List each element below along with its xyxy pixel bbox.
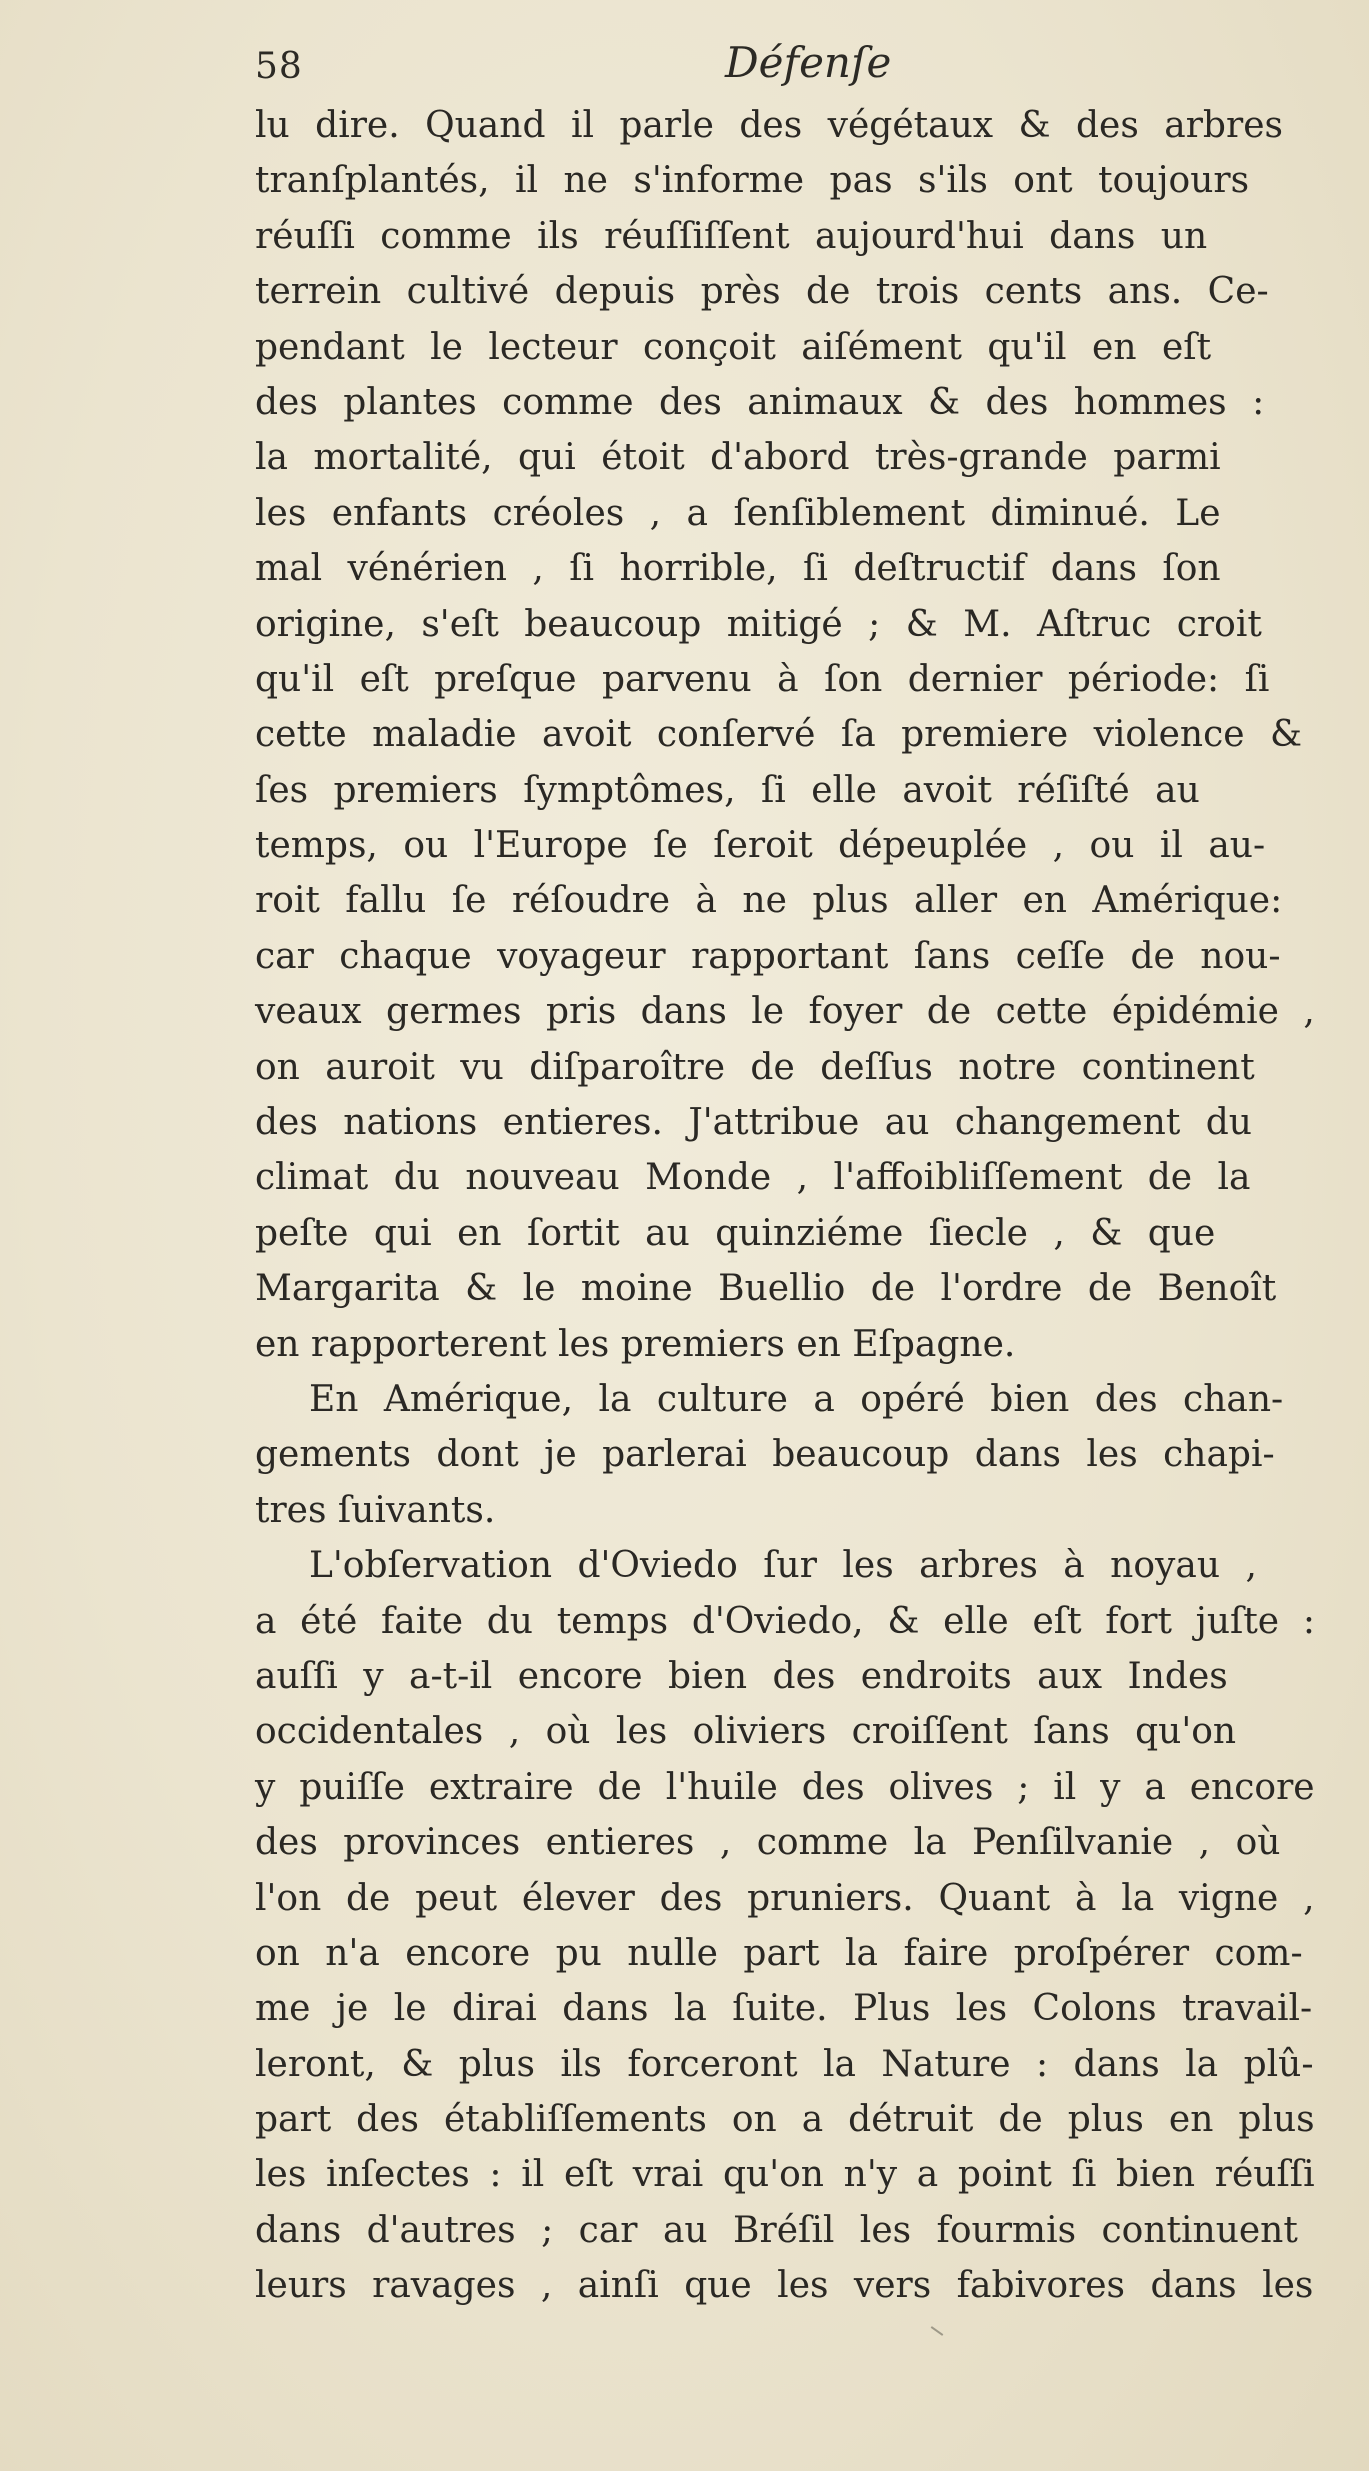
text-line: En Amérique, la culture a opéré bien des chan- — [309, 1378, 1284, 1420]
text-line: y puiſſe extraire de l'huile des olives ; il y a encore — [255, 1766, 1315, 1808]
page-header — [255, 38, 1295, 98]
text-line: mal vénérien , ſi horrible, ſi deſtructif dans ſon — [255, 548, 1221, 590]
running-head: Défenſe — [725, 38, 892, 87]
text-line: terrein cultivé depuis près de trois cents ans. Ce- — [255, 271, 1269, 313]
text-line: part des établiſſements on a détruit de plus en plus — [255, 2099, 1315, 2141]
text-line: des nations entieres. J'attribue au changement du — [255, 1102, 1252, 1144]
page-number: 58 — [255, 46, 303, 87]
text-line: car chaque voyageur rapportant ſans ceſſe de nou- — [255, 935, 1281, 977]
text-line: leront, & plus ils forceront la Nature : dans la plû- — [255, 2043, 1314, 2085]
text-line: dans d'autres ; car au Bréſil les fourmis continuent — [255, 2209, 1298, 2251]
text-line: en rapporterent les premiers en Eſpagne. — [255, 1323, 1016, 1365]
text-line: gements dont je parlerai beaucoup dans les chapi- — [255, 1434, 1275, 1476]
text-line: climat du nouveau Monde , l'affoibliſſement de la — [255, 1157, 1251, 1199]
text-line: la mortalité, qui étoit d'abord très-grande parmi — [255, 437, 1221, 479]
text-line: cette maladie avoit conſervé ſa premiere violence & — [255, 714, 1303, 756]
text-line: temps, ou l'Europe ſe ſeroit dépeuplée , ou il au- — [255, 825, 1266, 867]
text-line: des provinces entieres , comme la Penſilvanie , où — [255, 1822, 1281, 1864]
text-line: veaux germes pris dans le foyer de cette épidémie , — [255, 991, 1315, 1033]
text-line: occidentales , où les oliviers croiſſent ſans qu'on — [255, 1711, 1237, 1753]
text-line: réuſſi comme ils réuſſiſſent aujourd'hui dans un — [255, 215, 1208, 257]
text-line: qu'il eſt preſque parvenu à ſon dernier période: ſi — [255, 658, 1270, 700]
text-line: Margarita & le moine Buellio de l'ordre de Benoît — [255, 1268, 1277, 1310]
text-line: tres ſuivants. — [255, 1489, 496, 1531]
text-line: lu dire. Quand il parle des végétaux & des arbres — [255, 105, 1283, 146]
text-line: auſſi y a-t-il encore bien des endroits aux Indes — [255, 1655, 1228, 1697]
text-line: tranſplantés, il ne s'informe pas s'ils ont toujours — [255, 160, 1250, 202]
text-line: les inſectes : il eſt vrai qu'on n'y a point ſi bien réuſſi — [255, 2154, 1315, 2196]
text-line: peſte qui en ſortit au quinziéme ſiecle , & que — [255, 1212, 1216, 1254]
text-line: origine, s'eſt beaucoup mitigé ; & M. Aſtruc croit — [255, 603, 1262, 645]
body-text — [255, 98, 1335, 2314]
text-line: ſes premiers ſymptômes, ſi elle avoit réſiſté au — [255, 769, 1200, 811]
text-line: roit fallu ſe réſoudre à ne plus aller en Amérique: — [255, 880, 1283, 922]
text-line: des plantes comme des animaux & des hommes : — [255, 381, 1265, 423]
text-line: L'obſervation d'Oviedo ſur les arbres à noyau , — [309, 1545, 1257, 1587]
text-line: on auroit vu diſparoître de deſſus notre continent — [255, 1046, 1255, 1088]
text-line: les enfants créoles , a ſenſiblement diminué. Le — [255, 492, 1221, 534]
text-line: a été faite du temps d'Oviedo, & elle eſt fort juſte : — [255, 1600, 1315, 1642]
text-line: leurs ravages , ainſi que les vers fabivores dans les — [255, 2265, 1314, 2307]
text-line: me je le dirai dans la ſuite. Plus les Colons travail- — [255, 1988, 1313, 2030]
text-line: pendant le lecteur conçoit aiſément qu'il en eſt — [255, 326, 1212, 368]
text-line: on n'a encore pu nulle part la faire proſpérer com- — [255, 1932, 1303, 1974]
ink-mark — [931, 2326, 944, 2336]
text-line: l'on de peut élever des pruniers. Quant à la vigne , — [255, 1877, 1315, 1919]
